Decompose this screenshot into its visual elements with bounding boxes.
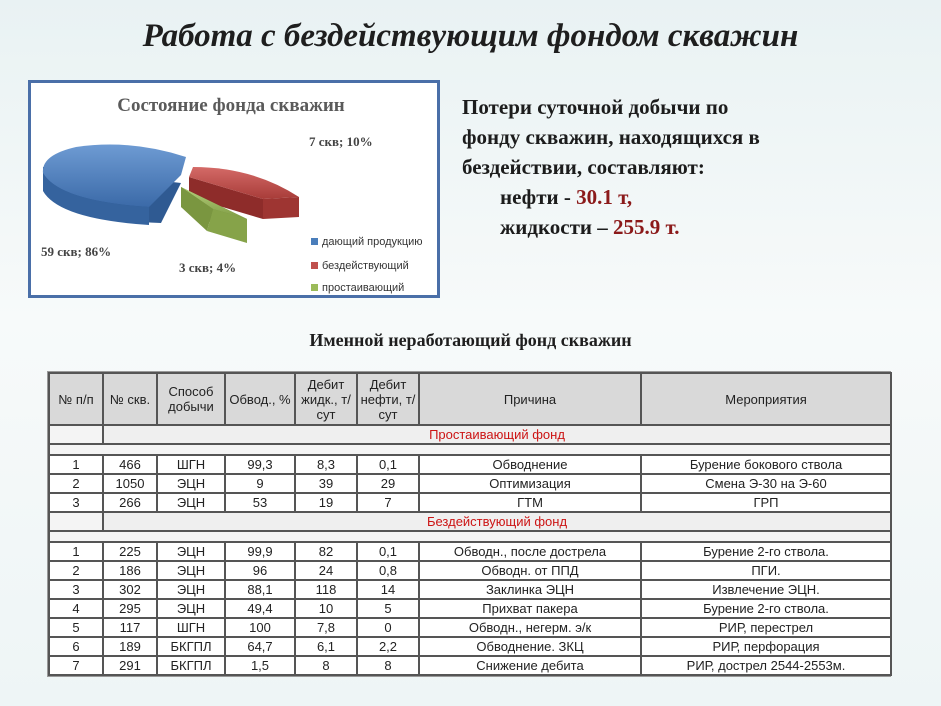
- section-spacer-row: [49, 444, 891, 455]
- header-oil-rate: Дебит нефти, т/сут: [357, 373, 419, 425]
- header-reason: Причина: [419, 373, 641, 425]
- section-title: Бездействующий фонд: [103, 512, 891, 531]
- cell-oil-rate: 0,1: [357, 542, 419, 561]
- cell-liquid-rate: 7,8: [295, 618, 357, 637]
- cell-measures: Бурение 2-го ствола.: [641, 599, 891, 618]
- cell-method: БКГПЛ: [157, 656, 225, 675]
- cell-liquid-rate: 39: [295, 474, 357, 493]
- cell-method: БКГПЛ: [157, 637, 225, 656]
- section-blank-cell: [49, 512, 103, 531]
- slide-title: Работа с бездействующим фондом скважин: [142, 18, 799, 54]
- table-header-row: [49, 373, 891, 425]
- cell-reason: Обводн., после дострела: [419, 542, 641, 561]
- production-losses-text: [462, 92, 922, 242]
- legend-idle: бездействующий: [322, 260, 409, 272]
- cell-oil-rate: 8: [357, 656, 419, 675]
- cell-method: ЭЦН: [157, 542, 225, 561]
- cell-num: 1: [49, 455, 103, 474]
- cell-well: 266: [103, 493, 157, 512]
- cell-reason: Обводн. от ППД: [419, 561, 641, 580]
- table-row: [49, 618, 891, 637]
- cell-method: ШГН: [157, 455, 225, 474]
- wells-table-container: [48, 372, 890, 676]
- cell-liquid-rate: 19: [295, 493, 357, 512]
- losses-line-3: бездействии, составляют:: [462, 155, 705, 179]
- header-watercut: Обвод., %: [225, 373, 295, 425]
- cell-well: 117: [103, 618, 157, 637]
- cell-well: 302: [103, 580, 157, 599]
- header-liquid-rate: Дебит жидк., т/сут: [295, 373, 357, 425]
- label-idle: 7 скв; 10%: [309, 134, 373, 149]
- pie-chart: [31, 83, 437, 295]
- cell-oil-rate: 29: [357, 474, 419, 493]
- cell-num: 5: [49, 618, 103, 637]
- cell-oil-rate: 14: [357, 580, 419, 599]
- section-blank-cell: [49, 425, 103, 444]
- cell-reason: Заклинка ЭЦН: [419, 580, 641, 599]
- cell-watercut: 99,3: [225, 455, 295, 474]
- cell-reason: Обводн., негерм. э/к: [419, 618, 641, 637]
- cell-liquid-rate: 8: [295, 656, 357, 675]
- legend-swatch-idle: [311, 262, 318, 269]
- cell-liquid-rate: 24: [295, 561, 357, 580]
- cell-well: 186: [103, 561, 157, 580]
- cell-method: ЭЦН: [157, 493, 225, 512]
- cell-method: ЭЦН: [157, 580, 225, 599]
- cell-watercut: 96: [225, 561, 295, 580]
- losses-liquid: [462, 212, 922, 242]
- cell-reason: Снижение дебита: [419, 656, 641, 675]
- cell-watercut: 53: [225, 493, 295, 512]
- cell-measures: Бурение 2-го ствола.: [641, 542, 891, 561]
- label-producing: 59 скв; 86%: [41, 244, 112, 259]
- cell-watercut: 9: [225, 474, 295, 493]
- table-row: [49, 599, 891, 618]
- liquid-value: 255.9 т.: [613, 215, 680, 239]
- losses-line-1: Потери суточной добычи по: [462, 95, 729, 119]
- cell-reason: Обводнение: [419, 455, 641, 474]
- cell-measures: Бурение бокового ствола: [641, 455, 891, 474]
- cell-well: 1050: [103, 474, 157, 493]
- liquid-label: жидкости –: [500, 215, 614, 239]
- cell-method: ЭЦН: [157, 474, 225, 493]
- table-row: [49, 561, 891, 580]
- header-well: № скв.: [103, 373, 157, 425]
- losses-oil: [462, 182, 922, 212]
- cell-num: 1: [49, 542, 103, 561]
- legend-swatch-producing: [311, 238, 318, 245]
- cell-well: 189: [103, 637, 157, 656]
- cell-num: 4: [49, 599, 103, 618]
- cell-reason: Обводнение. ЗКЦ: [419, 637, 641, 656]
- table-row: [49, 637, 891, 656]
- cell-reason: ГТМ: [419, 493, 641, 512]
- cell-well: 225: [103, 542, 157, 561]
- cell-num: 3: [49, 493, 103, 512]
- cell-measures: РИР, дострел 2544-2553м.: [641, 656, 891, 675]
- section-row: [49, 425, 891, 444]
- legend-producing: дающий продукцию: [322, 236, 423, 248]
- spacer-cell: [49, 444, 891, 455]
- cell-method: ЭЦН: [157, 599, 225, 618]
- cell-liquid-rate: 82: [295, 542, 357, 561]
- cell-measures: ГРП: [641, 493, 891, 512]
- cell-measures: РИР, перфорация: [641, 637, 891, 656]
- cell-oil-rate: 0: [357, 618, 419, 637]
- table-row: [49, 656, 891, 675]
- table-row: [49, 493, 891, 512]
- cell-num: 2: [49, 561, 103, 580]
- chart-legend: [311, 236, 423, 294]
- cell-watercut: 64,7: [225, 637, 295, 656]
- wells-table: [48, 372, 892, 676]
- cell-measures: Смена Э-30 на Э-60: [641, 474, 891, 493]
- cell-num: 3: [49, 580, 103, 599]
- cell-well: 295: [103, 599, 157, 618]
- header-measures: Мероприятия: [641, 373, 891, 425]
- header-method: Способ добычи: [157, 373, 225, 425]
- cell-oil-rate: 7: [357, 493, 419, 512]
- losses-line-2: фонду скважин, находящихся в: [462, 125, 760, 149]
- oil-value: 30.1 т,: [576, 185, 633, 209]
- cell-measures: РИР, перестрел: [641, 618, 891, 637]
- cell-watercut: 88,1: [225, 580, 295, 599]
- cell-num: 6: [49, 637, 103, 656]
- cell-oil-rate: 5: [357, 599, 419, 618]
- table-row: [49, 580, 891, 599]
- pie-chart-panel: [28, 80, 440, 298]
- oil-label: нефти -: [500, 185, 577, 209]
- cell-num: 7: [49, 656, 103, 675]
- cell-watercut: 49,4: [225, 599, 295, 618]
- spacer-cell: [49, 531, 891, 542]
- cell-num: 2: [49, 474, 103, 493]
- cell-reason: Оптимизация: [419, 474, 641, 493]
- slice-producing: [43, 145, 186, 225]
- section-row: [49, 512, 891, 531]
- section-title: Простаивающий фонд: [103, 425, 891, 444]
- cell-watercut: 1,5: [225, 656, 295, 675]
- cell-well: 291: [103, 656, 157, 675]
- cell-method: ШГН: [157, 618, 225, 637]
- cell-liquid-rate: 6,1: [295, 637, 357, 656]
- cell-oil-rate: 0,8: [357, 561, 419, 580]
- cell-measures: ПГИ.: [641, 561, 891, 580]
- chart-title: Состояние фонда скважин: [117, 95, 345, 116]
- header-num: № п/п: [49, 373, 103, 425]
- table-row: [49, 474, 891, 493]
- table-row: [49, 542, 891, 561]
- cell-method: ЭЦН: [157, 561, 225, 580]
- table-row: [49, 455, 891, 474]
- cell-liquid-rate: 118: [295, 580, 357, 599]
- legend-swatch-standby: [311, 284, 318, 291]
- cell-measures: Извлечение ЭЦН.: [641, 580, 891, 599]
- label-standby: 3 скв; 4%: [179, 260, 237, 275]
- cell-well: 466: [103, 455, 157, 474]
- cell-watercut: 100: [225, 618, 295, 637]
- cell-oil-rate: 2,2: [357, 637, 419, 656]
- cell-oil-rate: 0,1: [357, 455, 419, 474]
- cell-liquid-rate: 8,3: [295, 455, 357, 474]
- cell-reason: Прихват пакера: [419, 599, 641, 618]
- section-spacer-row: [49, 531, 891, 542]
- cell-liquid-rate: 10: [295, 599, 357, 618]
- legend-standby: простаивающий: [322, 282, 405, 294]
- cell-watercut: 99,9: [225, 542, 295, 561]
- table-title: Именной неработающий фонд скважин: [309, 330, 632, 350]
